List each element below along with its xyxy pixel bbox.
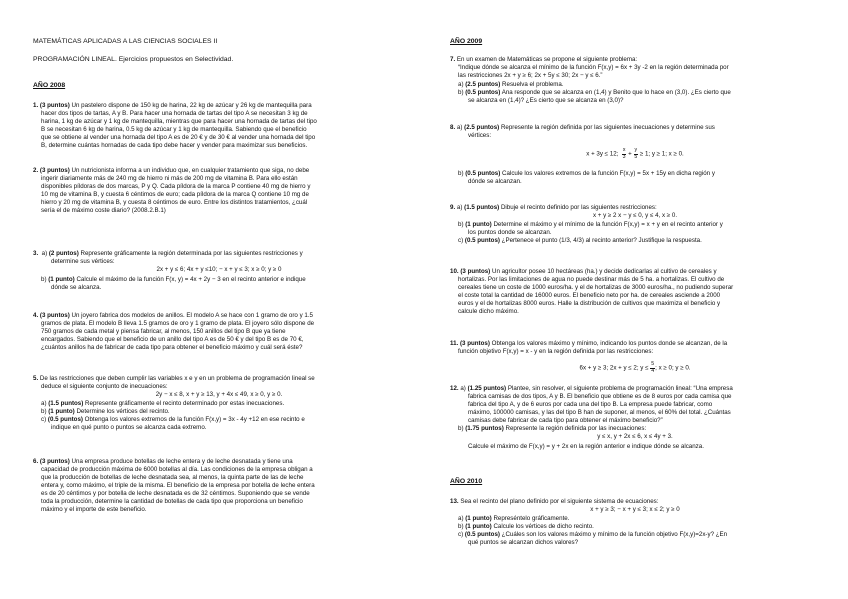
problem-text: calcule dicho máximo. (458, 308, 519, 315)
problem-points: (1 punto) (48, 408, 75, 415)
problem-points: (1.75 puntos) (465, 425, 504, 432)
problem-number: 4. (33, 312, 39, 319)
problem-text: ingerir diariamente más de 240 mg de hierro ni más de 200 mg de vitamina B. Para ello están (41, 175, 298, 182)
problem-points: (0.5 puntos) (464, 531, 500, 538)
problem-text: capacidad de producción máxima de 6000 botellas al día. Las condiciones de la empresa obligan a (41, 466, 313, 473)
inequality-system: 2x + y ≤ 6; 4x + y ≤10; − x + y ≤ 3; x ≥ 0; y ≥ 0 (156, 266, 282, 273)
problem-points: (1 punto) (465, 523, 492, 530)
problem-text: disponibles píldoras de dos marcas, P y Q. Cada píldora de la marca P contiene 40 mg de hierro y (41, 183, 311, 190)
problem-points: (1 punto) (465, 515, 492, 522)
problem-text: que la producción de botellas de leche desnatada sea, al menos, la quinta parte de las de leche (41, 474, 304, 481)
problem-points: (3 puntos) (460, 268, 491, 275)
fraction: $\frac{x}{3}$ (622, 147, 626, 160)
problem-points: (1.5 puntos) (464, 204, 500, 211)
year-heading-2010: AÑO 2010 (450, 478, 483, 485)
problem-text: hortalizas. Por las limitaciones de agua no puede destinar más de 5 ha. a hortalizas. El cultivo de (458, 276, 725, 283)
problem-number: 10. (450, 268, 459, 275)
document-subtitle: PROGRAMACIÓN LINEAL. Ejercicios propuestos en Selectividad. (33, 56, 234, 63)
problem-text: 10 mg de vitamina B, y cuesta 6 céntimos de euro; cada píldora de la marca Q contiene 10 mg de (41, 191, 309, 198)
problem-number: 1. (33, 102, 39, 109)
problem-text: es de 20 céntimos y por botella de leche desnatada es de 32 céntimos. Suponiendo que se vende (41, 490, 310, 497)
problem-text: cereales tiene un coste de 1000 euros/ha. y el de hortalizas de 3000 euros/ha., no pudiendo superar (458, 284, 734, 291)
problem-number: 5. (33, 375, 39, 382)
problem-text: hierro y 20 mg de vitamina B, y cuesta 8 céntimos de euro. Entre los distintos tratamientos, ¿cuál (41, 199, 308, 206)
problem-text: Un agricultor posee 10 hectáreas (ha.) y decide dedicarlas al cultivo de cereales y (490, 268, 717, 275)
problem-text: 750 gramos de cada metal y piensa fabricar, al menos, 150 anillos del tipo B que ya tiene (41, 328, 286, 335)
problem-text: Una empresa produce botellas de leche entera y de leche desnatada y tiene una (69, 458, 293, 465)
problem-number: 7. (450, 56, 456, 63)
problem-points: (0.5 puntos) (464, 237, 500, 244)
document-title: MATEMÁTICAS APLICADAS A LAS CIENCIAS SOCIALES II (33, 38, 218, 45)
inequality-system: 2y − x ≤ 8, x + y ≥ 13, y + 4x ≤ 49, x ≥ 0, y ≥ 0. (155, 391, 283, 398)
problem-text: gramos de plata. El modelo B lleva 1.5 gramos de oro y 1 gramo de plata. El joyero sólo dispone de (41, 320, 315, 327)
fraction: $\frac{5}{4}$ (651, 361, 655, 374)
problem-text: Un joyero fabrica dos modelos de anillos. El modelo A se hace con 1 gramo de oro y 1.5 (69, 312, 313, 319)
problem-points: (3 puntos) (39, 312, 70, 319)
fraction: $\frac{y}{5}$ (634, 147, 638, 160)
problem-points: (1.25 puntos) (467, 385, 507, 392)
problem-number: 8. (450, 124, 456, 131)
problem-points: (3 puntos) (39, 458, 70, 465)
problem-points: (0.5 puntos) (47, 416, 83, 423)
problem-points: (0.5 puntos) (465, 89, 501, 96)
problem-text: euros y el de hortalizas 8000 euros. Halle la distribución de cultivos que maximiza el beneficio y (458, 300, 721, 307)
problem-text: hacer dos tipos de tartas, A y B. Para hacer una hornada de tartas del tipo A se necesitan 3 kg de (41, 110, 308, 117)
problem-text: entera y, como máximo, el triple de la misma. El beneficio de la empresa por botella de leche entera (41, 482, 315, 489)
inequality-system: x + 3y ≤ 12; $\frac{x}{3}$ + $\frac{y}{5}$ ≥ 1; y ≥ 1; x ≥ 0. (586, 147, 684, 160)
problem-text: Un nutricionista informa a un individuo que, en cualquier tratamiento que siga, no debe (69, 167, 310, 174)
year-heading-2008: AÑO 2008 (33, 82, 66, 89)
problem-points: (3 puntos) (39, 167, 70, 174)
problem-points: (0.5 puntos) (465, 170, 501, 177)
problem-text: el coste total la cantidad de 16000 euros. El beneficio neto por ha. de cereales asciende a 2000 (458, 292, 721, 299)
problem-number: 12. (450, 385, 459, 392)
problem-points: (1.5 puntos) (48, 400, 84, 407)
problem-text: toda la producción, determine la cantidad de botellas de cada tipo que proporciona un beneficio (41, 498, 303, 505)
problem-number: 2. (33, 167, 39, 174)
problem-number: 6. (33, 458, 39, 465)
problem-points: (3 puntos) (460, 340, 490, 347)
problem-text: encargados. Sabiendo que el beneficio de un anillo del tipo A es de 50 € y del tipo B es de 70 €, (41, 336, 304, 343)
problem-text: Un pastelero dispone de 150 kg de harina, 22 kg de azúcar y 26 kg de mantequilla para (69, 102, 312, 109)
problem-text: que se obtiene al vender una hornada del tipo A es de 20 € y de 30 € al vender una hornada del tipo (41, 134, 316, 141)
problem-number: 11. (450, 340, 459, 347)
problem-points: (2.5 puntos) (464, 124, 500, 131)
problem-number: 13. (450, 498, 459, 505)
inequality-system: x + y ≥ 2 x − y ≤ 0, y ≤ 4, x ≥ 0. (592, 212, 678, 219)
problem-number: 3. (33, 250, 39, 257)
problem-text: sería el de máximo coste diario? (2008.2.B.1) (41, 207, 166, 214)
problem-text: máximo y el importe de este beneficio. (41, 506, 147, 513)
problem-points: (3 puntos) (39, 102, 70, 109)
problem-text: harina, 1 kg de azúcar y 1 kg de mantequilla, mientras que para hacer una hornada de tartas del tipo (41, 118, 317, 125)
problem-points: (1 punto) (465, 221, 492, 228)
problem-number: 9. (450, 204, 456, 211)
inequality-system: 6x + y ≥ 3; 2x + y ≤ 2; y ≤ $\frac{5}{4}$ ; x ≥ 0; y ≥ 0. (579, 361, 691, 374)
year-heading-2009: AÑO 2009 (450, 38, 483, 45)
problem-points: (2 puntos) (48, 250, 79, 257)
problem-text: B, determine cuántas hornadas de cada tipo debe hacer y vender para maximizar sus beneficios. (41, 142, 308, 149)
problem-points: (1 punto) (48, 276, 75, 283)
problem-text: B se necesitan 6 kg de harina, 0.5 kg de azúcar y 1 kg de mantequilla. Sabiendo que el beneficio (41, 126, 307, 133)
inequality-system: y ≤ x, y + 2x ≤ 6, x ≤ 4y + 3. (597, 433, 673, 440)
problem-points: (2.5 puntos) (465, 81, 501, 88)
problem-text: ¿cuántos anillos ha de fabricar de cada tipo para obtener el beneficio máximo y cuál será éste? (41, 344, 303, 351)
inequality-system: x + y ≥ 3; − x + y ≤ 3; x ≤ 2; y ≥ 0 (590, 506, 680, 513)
